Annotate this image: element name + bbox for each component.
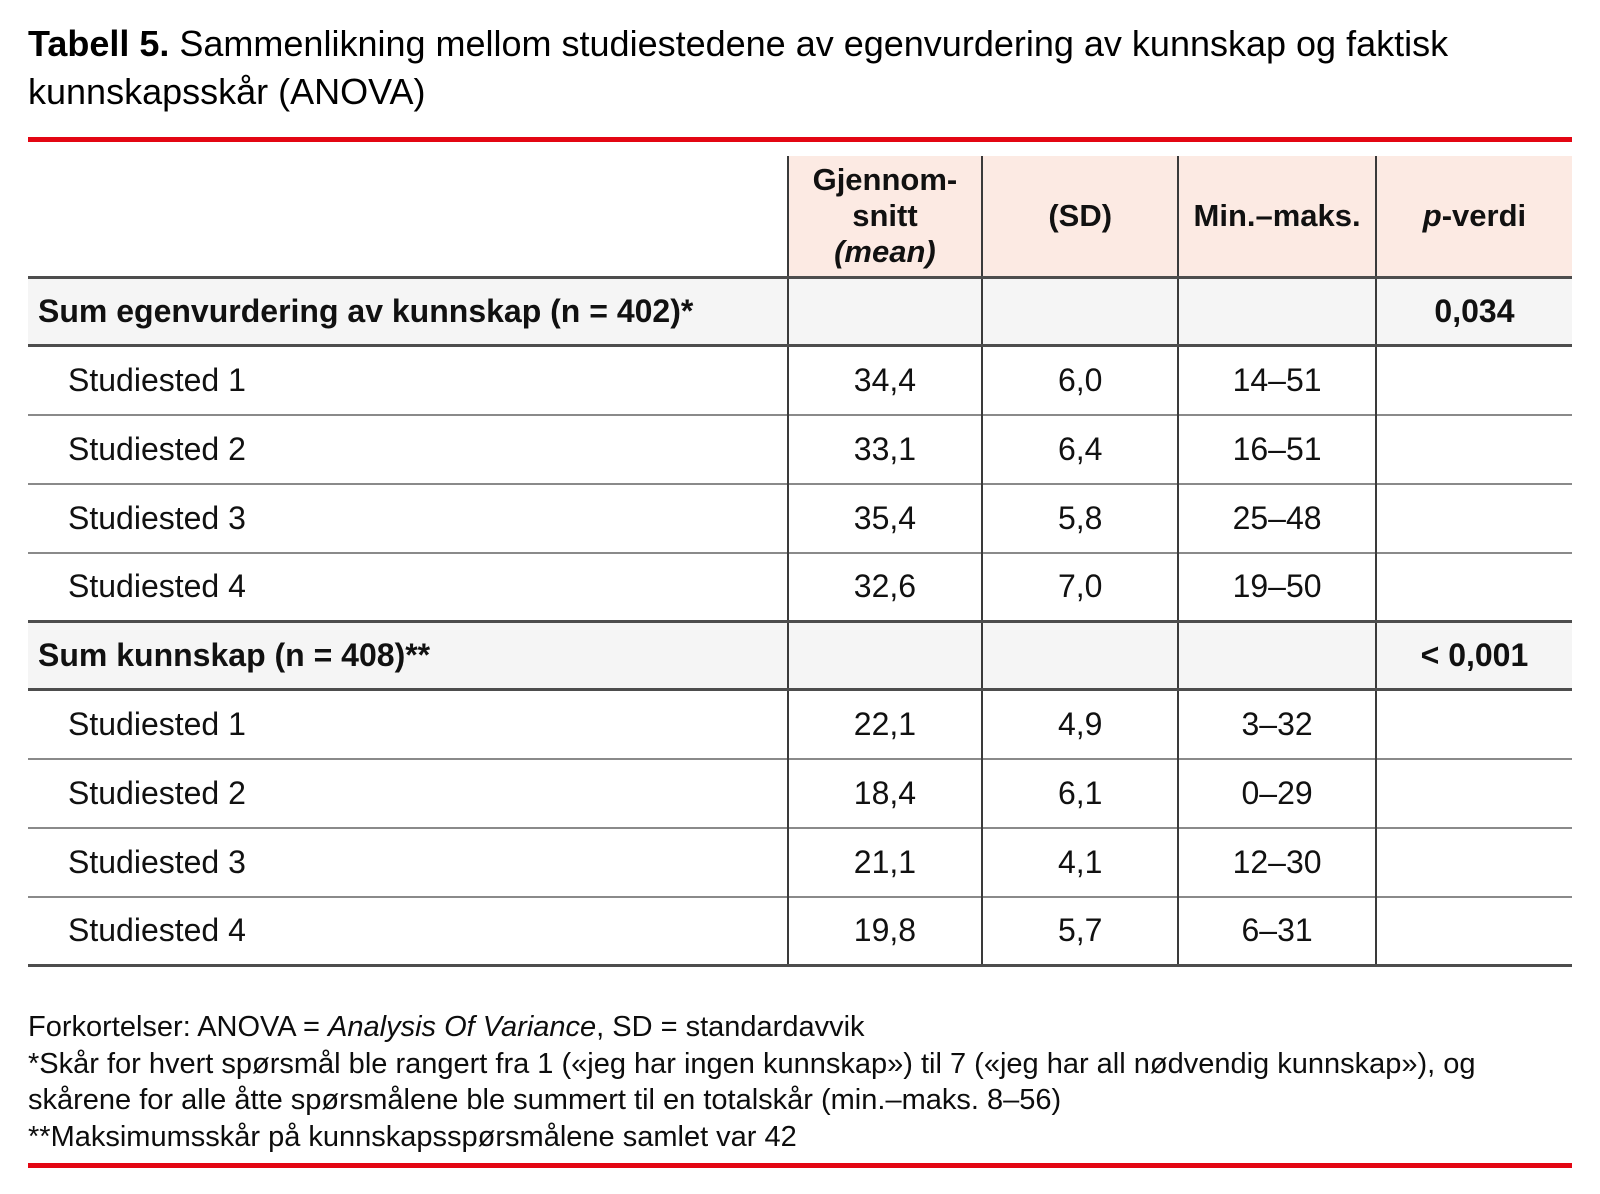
cell-p-empty [1376,897,1572,966]
cell-p-value: < 0,001 [1376,622,1572,690]
header-sd: (SD) [982,156,1178,278]
cell-mean: 21,1 [788,828,983,897]
header-empty-cell [28,156,788,278]
cell-mean: 33,1 [788,415,983,484]
cell-mean: 32,6 [788,553,983,622]
table-row [28,828,1572,897]
cell-sd: 5,7 [982,897,1178,966]
table-row [28,415,1572,484]
table-row [28,346,1572,415]
header-mean-line3: (mean) [834,234,936,270]
cell-range: 25–48 [1178,484,1376,553]
top-red-rule [28,137,1572,142]
row-label: Studiested 2 [68,430,246,467]
cell-sd: 4,1 [982,828,1178,897]
cell-p-empty [1376,759,1572,828]
header-mean-line1: Gjennom- [812,161,958,197]
cell-mean-empty [788,622,983,690]
footnotes [28,1009,1572,1155]
header-p-rest: -verdi [1441,197,1527,233]
cell-range: 6–31 [1178,897,1376,966]
header-pverdi [1376,156,1572,278]
table-row [28,690,1572,759]
sum-row-label: Sum kunnskap (n = 408)** [38,637,431,674]
cell-p-empty [1376,553,1572,622]
row-label: Studiested 1 [68,361,246,398]
cell-sd: 6,0 [982,346,1178,415]
sum-row-kunnskap [28,622,1572,690]
row-label: Studiested 3 [68,843,246,880]
cell-sd: 6,4 [982,415,1178,484]
cell-sd: 6,1 [982,759,1178,828]
header-mean-line2: snitt [852,197,918,233]
header-minmax: Min.–maks. [1178,156,1376,278]
cell-sd: 5,8 [982,484,1178,553]
cell-mean: 34,4 [788,346,983,415]
cell-mean: 18,4 [788,759,983,828]
cell-p-empty [1376,484,1572,553]
row-label: Studiested 2 [68,774,246,811]
cell-range: 12–30 [1178,828,1376,897]
cell-p-empty [1376,415,1572,484]
cell-range-empty [1178,622,1376,690]
header-row [28,156,1572,278]
cell-range: 0–29 [1178,759,1376,828]
cell-mean-empty [788,278,983,346]
anova-table [28,156,1572,967]
header-mean [788,156,983,278]
cell-p-empty [1376,828,1572,897]
sum-row-egenvurdering [28,278,1572,346]
footnote-double-star: **Maksimumsskår på kunnskapsspørsmålene samlet var 42 [28,1120,797,1153]
footnote-abbr-suffix: , SD = standardavvik [596,1011,865,1044]
table-row [28,897,1572,966]
footnote-abbr-italic: Analysis Of Variance [328,1011,597,1044]
cell-sd: 7,0 [982,553,1178,622]
row-label: Studiested 4 [68,912,246,949]
cell-range: 19–50 [1178,553,1376,622]
row-label: Studiested 1 [68,705,246,742]
table-title [28,0,1572,115]
cell-range-empty [1178,278,1376,346]
footnote-abbr-prefix: Forkortelser: ANOVA = [28,1011,329,1044]
table-title-text: Sammenlikning mellom studiestedene av egenvurdering av kunnskap og faktisk kunnskapsskår (ANOVA) [28,23,1449,112]
footnote-abbreviations [28,1009,1572,1046]
row-label: Studiested 3 [68,499,246,536]
cell-p-empty [1376,346,1572,415]
sum-row-label: Sum egenvurdering av kunnskap (n = 402)* [38,293,694,330]
cell-sd-empty [982,278,1178,346]
table-row [28,759,1572,828]
cell-range: 16–51 [1178,415,1376,484]
cell-sd-empty [982,622,1178,690]
table-row [28,553,1572,622]
header-p-symbol: p [1422,197,1442,233]
cell-mean: 19,8 [788,897,983,966]
bottom-red-rule [28,1163,1572,1168]
cell-range: 3–32 [1178,690,1376,759]
cell-mean: 35,4 [788,484,983,553]
cell-sd: 4,9 [982,690,1178,759]
footnote-star: *Skår for hvert spørsmål ble rangert fra 1 («jeg har ingen kunnskap») til 7 («jeg har all nødvendig kunnskap»), og skårene for alle åtte spørsmålene ble summert til en totalskår (min.–maks. 8–56) [28,1047,1476,1117]
cell-p-value: 0,034 [1376,278,1572,346]
table-row [28,484,1572,553]
table-title-label: Tabell 5. [28,23,170,64]
row-label: Studiested 4 [68,568,246,605]
cell-p-empty [1376,690,1572,759]
cell-mean: 22,1 [788,690,983,759]
cell-range: 14–51 [1178,346,1376,415]
